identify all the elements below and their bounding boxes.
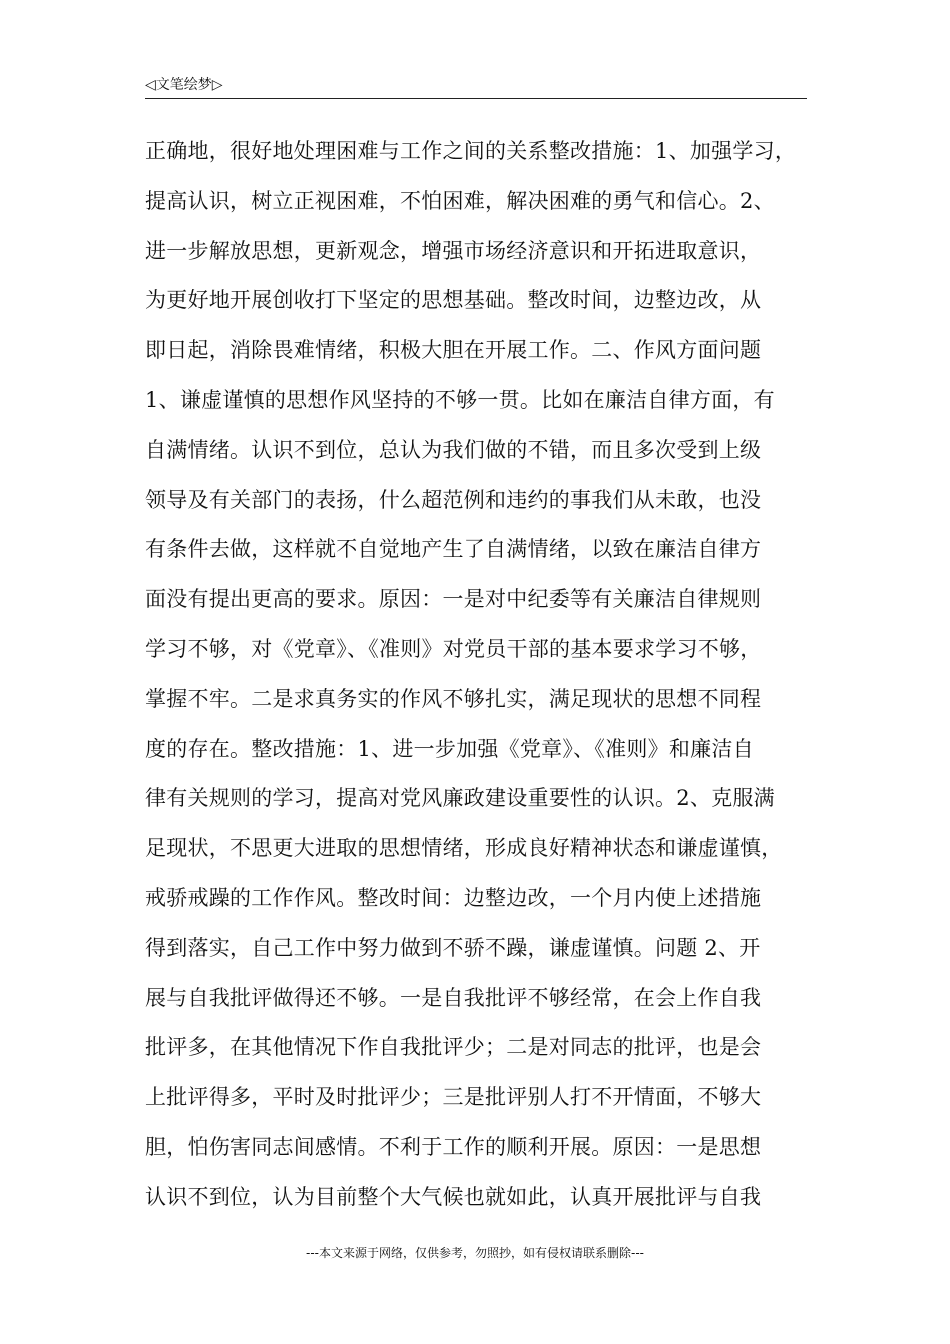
text-line: 即日起，消除畏难情绪，积极大胆在开展工作。二、作风方面问题 bbox=[145, 338, 762, 363]
text-line: 上批评得多，平时及时批评少；三是批评别人打不开情面，不够大 bbox=[145, 1085, 762, 1110]
text-line: 面没有提出更高的要求。原因：一是对中纪委等有关廉洁自律规则 bbox=[145, 587, 762, 612]
text-line: 认识不到位，认为目前整个大气候也就如此，认真开展批评与自我 bbox=[145, 1184, 762, 1209]
text-line: 领导及有关部门的表扬，什么超范例和违约的事我们从未敢，也没 bbox=[145, 487, 762, 512]
text-line: 批评多，在其他情况下作自我批评少；二是对同志的批评，也是会 bbox=[145, 1035, 762, 1060]
text-line: 学习不够，对《党章》、《准则》对党员干部的基本要求学习不够， bbox=[145, 636, 762, 661]
text-line: 胆，怕伤害同志间感情。不利于工作的顺利开展。原因：一是思想 bbox=[145, 1134, 762, 1159]
text-line: 进一步解放思想，更新观念，增强市场经济意识和开拓进取意识， bbox=[145, 238, 762, 263]
text-line: 掌握不牢。二是求真务实的作风不够扎实，满足现状的思想不同程 bbox=[145, 686, 762, 711]
header-title: ◁文笔绘梦▷ bbox=[145, 77, 223, 93]
text-line: 提高认识，树立正视困难，不怕困难，解决困难的勇气和信心。2、 bbox=[145, 188, 775, 213]
text-line: 律有关规则的学习，提高对党风廉政建设重要性的认识。2、克服满 bbox=[145, 786, 775, 811]
text-line: 有条件去做，这样就不自觉地产生了自满情绪，以致在廉洁自律方 bbox=[145, 537, 762, 562]
text-line: 戒骄戒躁的工作作风。整改时间：边整边改，一个月内使上述措施 bbox=[145, 885, 762, 910]
text-line: 1、谦虚谨慎的思想作风坚持的不够一贯。比如在廉洁自律方面，有 bbox=[145, 387, 775, 412]
text-line: 正确地，很好地处理困难与工作之间的关系整改措施：1、加强学习， bbox=[145, 139, 797, 163]
text-line: 自满情绪。认识不到位，总认为我们做的不错，而且多次受到上级 bbox=[145, 437, 762, 462]
text-line: 展与自我批评做得还不够。一是自我批评不够经常，在会上作自我 bbox=[145, 985, 762, 1010]
text-line: 度的存在。整改措施：1、进一步加强《党章》、《准则》和廉洁自 bbox=[145, 736, 754, 761]
page-header bbox=[145, 72, 807, 99]
text-line: 为更好地开展创收打下坚定的思想基础。整改时间，边整边改，从 bbox=[145, 288, 762, 313]
text-line: 得到落实，自己工作中努力做到不骄不躁，谦虚谨慎。问题 2、开 bbox=[145, 935, 761, 960]
document-body bbox=[145, 127, 807, 1223]
page-footer: ---本文来源于网络，仅供参考，勿照抄，如有侵权请联系删除--- bbox=[306, 1246, 644, 1260]
text-line: 足现状，不思更大进取的思想情绪，形成良好精神状态和谦虚谨慎， bbox=[145, 836, 783, 861]
